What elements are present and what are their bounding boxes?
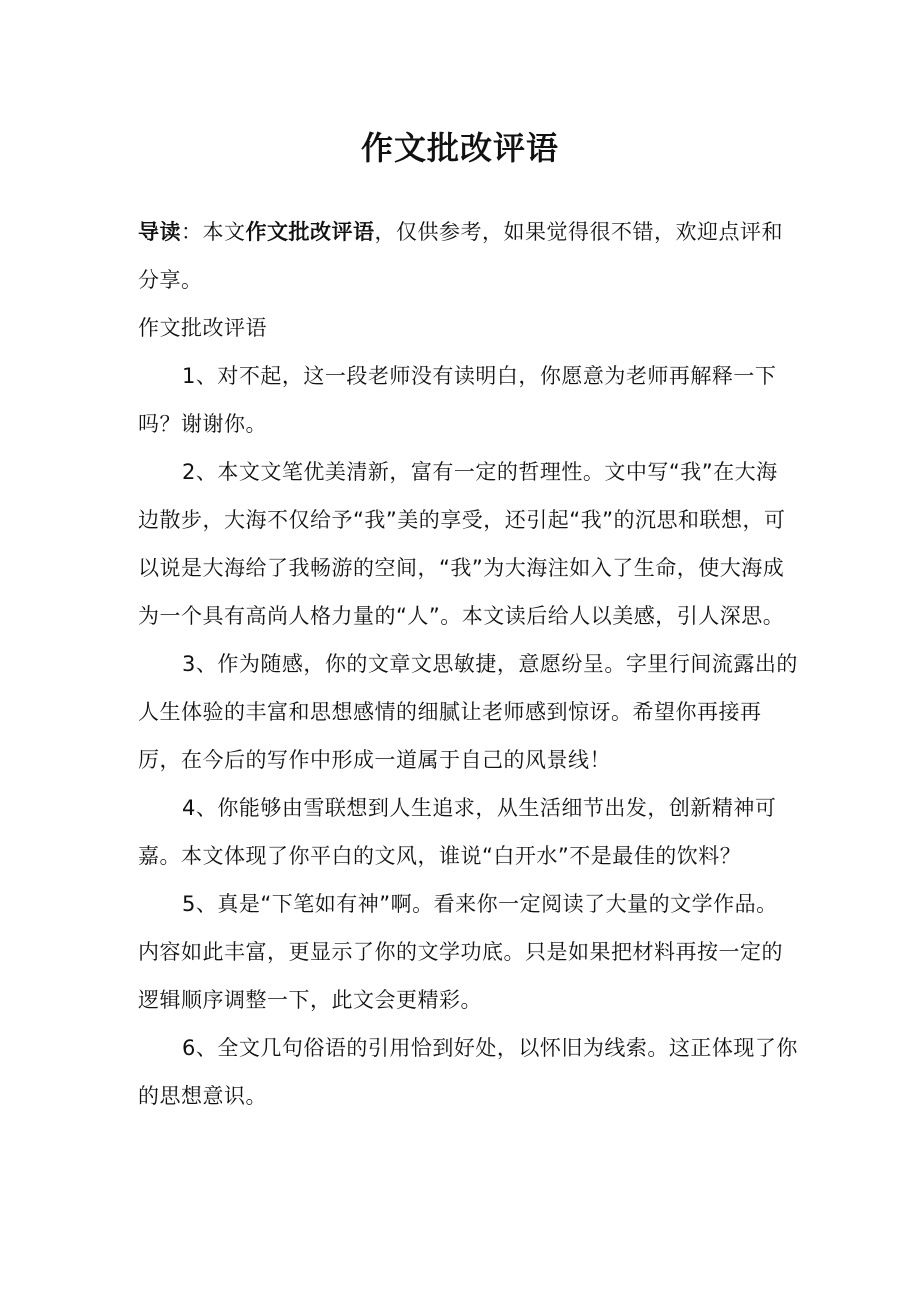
document-title: 作文批改评语 xyxy=(360,129,559,167)
comment-item: 4、你能够由雪联想到人生追求，从生活细节出发，创新精神可嘉。本文体现了你平白的文风，谁说“白开水”不是最佳的饮料？ xyxy=(138,796,777,868)
intro-colon: ： xyxy=(181,220,203,244)
comment-item: 2、本文文笔优美清新，富有一定的哲理性。文中写“我”在大海边散步，大海不仅给予“我”美的享受，还引起“我”的沉思和联想，可以说是大海给了我畅游的空间，“我”为大海注如入了生命，使大海成为一个具有高尚人格力量的“人”。本文读后给人以美感，引人深思。 xyxy=(138,460,786,628)
comment-item: 5、真是“下笔如有神”啊。看来你一定阅读了大量的文学作品。内容如此丰富，更显示了你的文学功底。只是如果把材料再按一定的逻辑顺序调整一下，此文会更精彩。 xyxy=(138,892,783,1012)
comment-item: 6、全文几句俗语的引用恰到好处，以怀旧为线索。这正体现了你的思想意识。 xyxy=(138,1036,798,1108)
intro-prefix: 本文 xyxy=(202,220,246,244)
document-body xyxy=(138,208,798,1120)
intro-suffix: ，仅供参考，如果觉得很不错，欢迎点评和分享。 xyxy=(138,220,783,292)
intro-label: 导读 xyxy=(138,220,181,244)
intro-bold-title: 作文批改评语 xyxy=(245,220,375,244)
comment-item: 1、对不起，这一段老师没有读明白，你愿意为老师再解释一下吗？谢谢你。 xyxy=(138,364,777,436)
intro-paragraph xyxy=(138,208,798,304)
comment-item: 3、作为随感，你的文章文思敏捷，意愿纷呈。字里行间流露出的人生体验的丰富和思想感情的细腻让老师感到惊讶。希望你再接再厉，在今后的写作中形成一道属于自己的风景线！ xyxy=(138,652,798,772)
section-subtitle: 作文批改评语 xyxy=(138,316,267,340)
